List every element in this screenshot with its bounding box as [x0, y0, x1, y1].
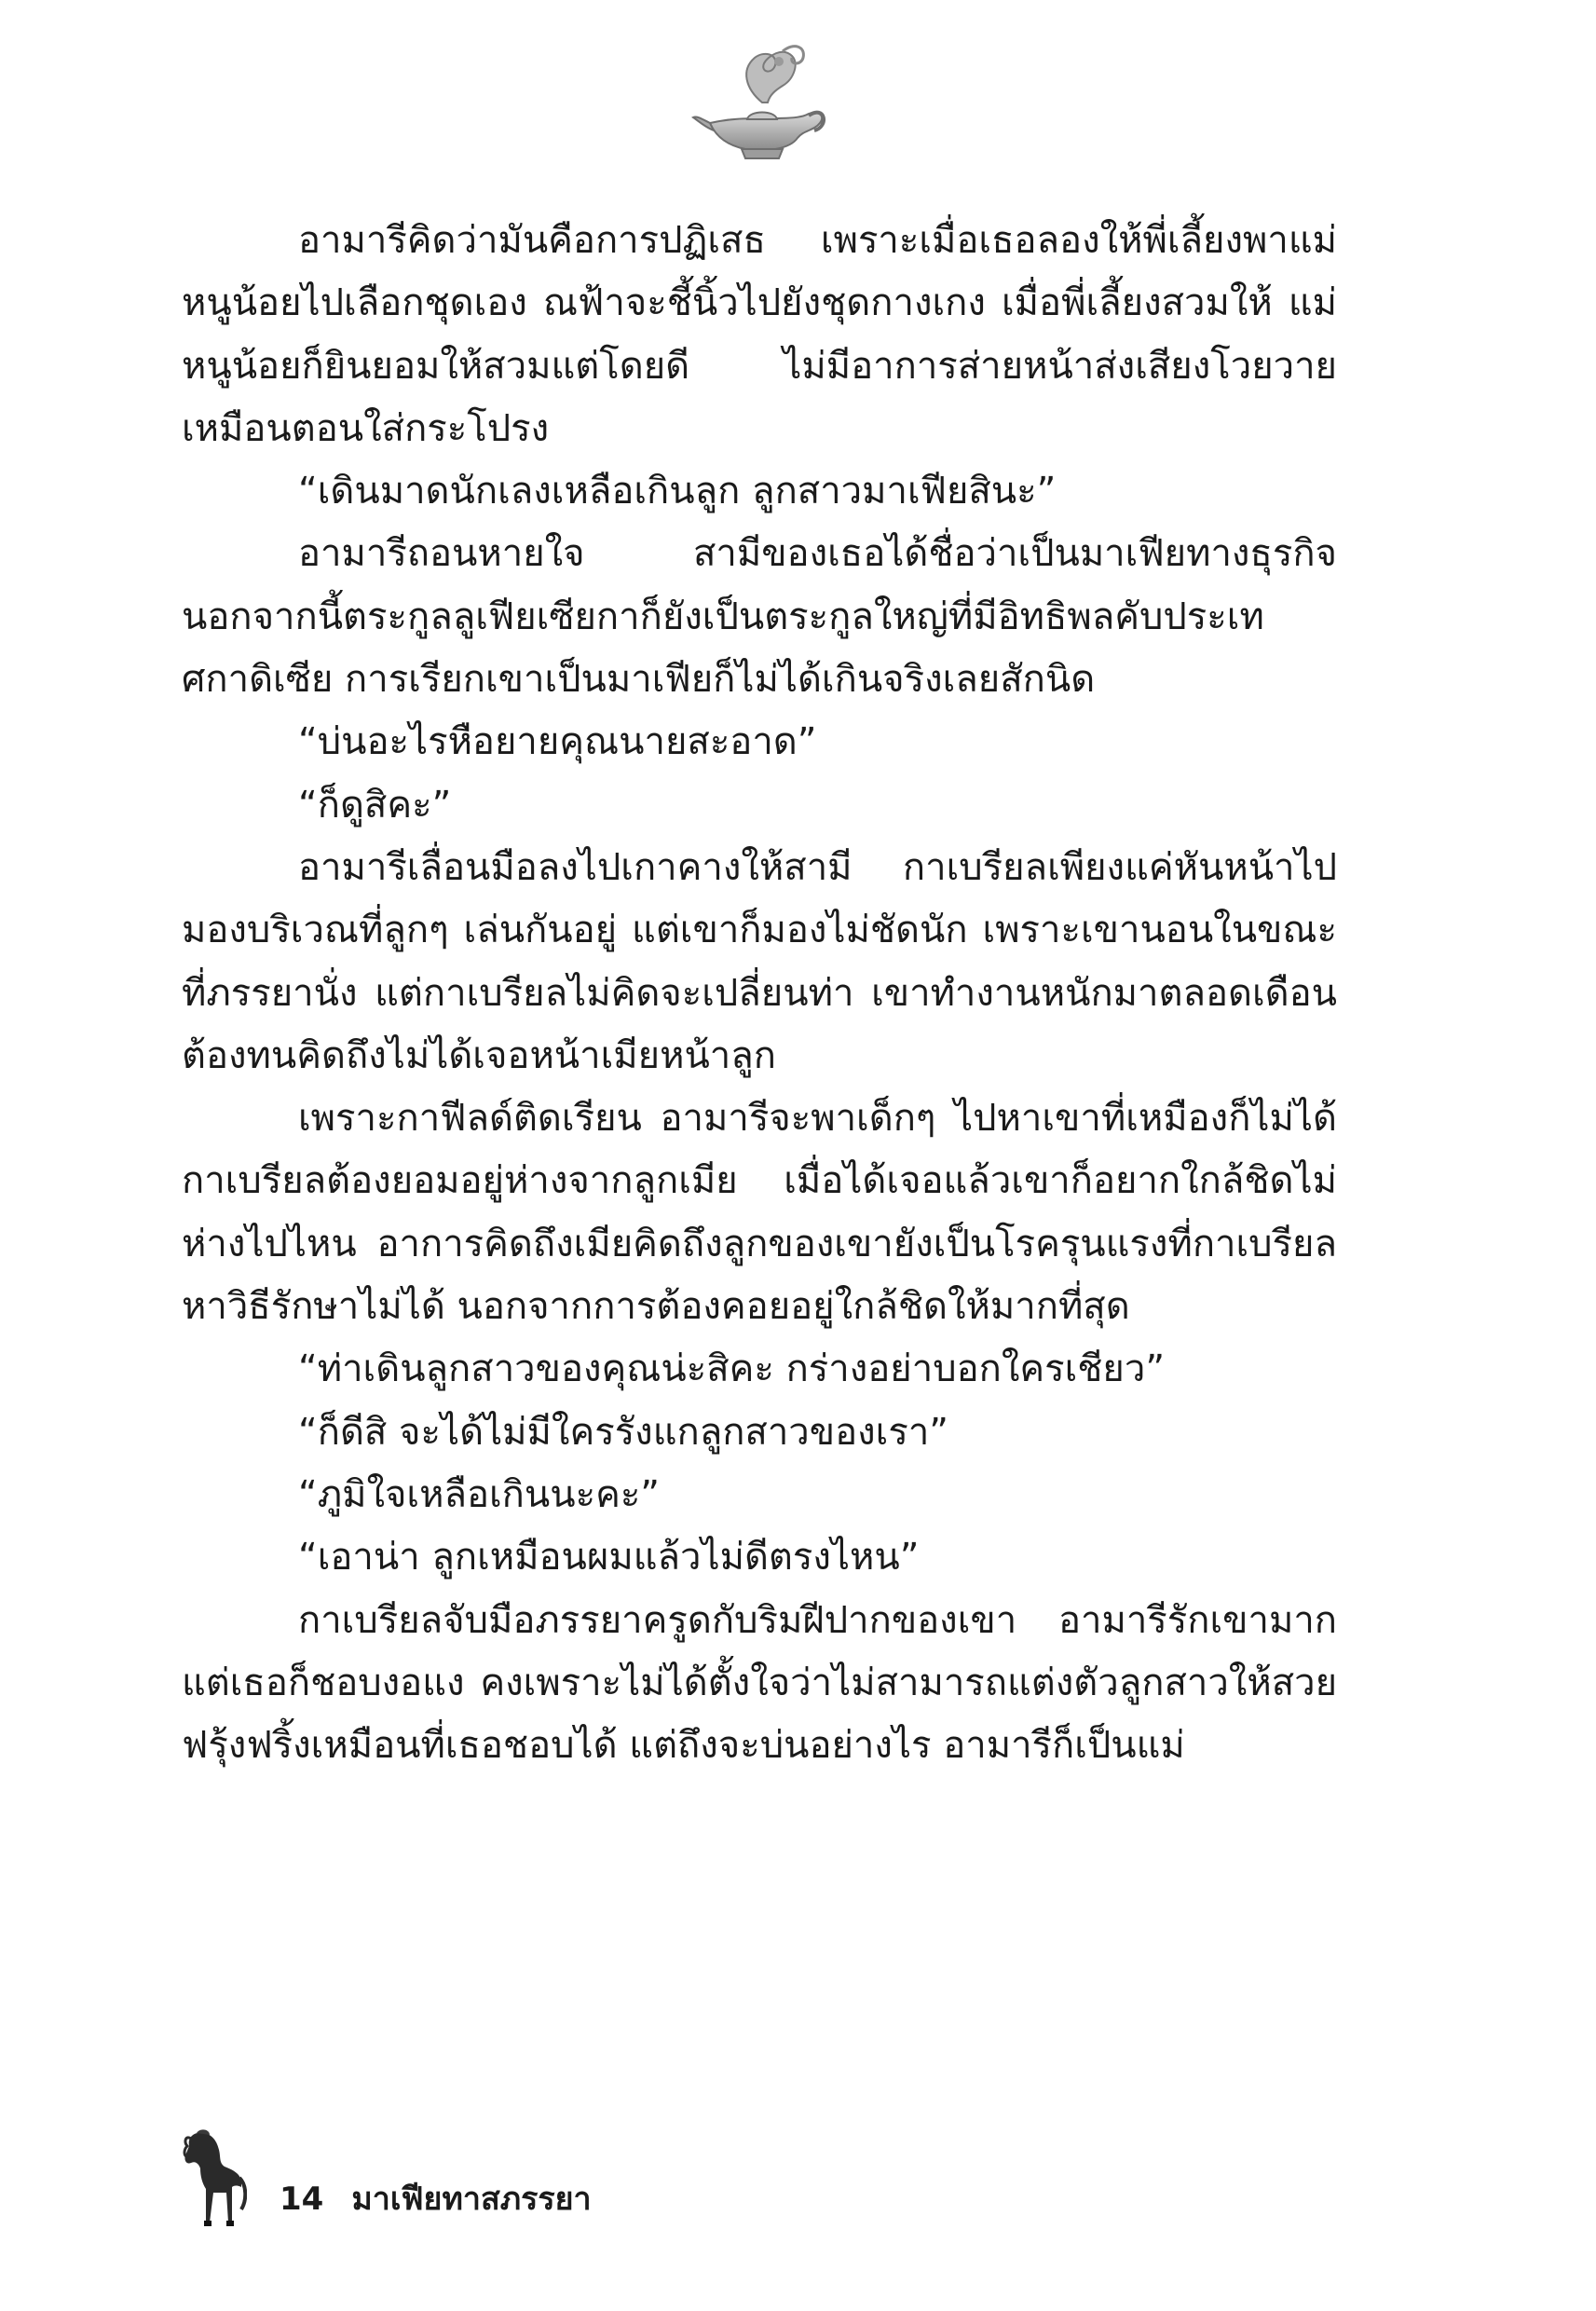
page-footer — [182, 2129, 592, 2232]
page-number: 14 — [280, 2181, 324, 2218]
paragraph: “ก็ดูสิคะ” — [298, 783, 452, 827]
paragraph: “เดินมาดนักเลงเหลือเกินลูก ลูกสาวมาเฟียสินะ” — [298, 470, 1057, 513]
paragraph: “ก็ดีสิ จะได้ไม่มีใครรังแกลูกสาวของเรา” — [298, 1410, 949, 1454]
paragraph: อามารีถอนหายใจ สามีของเธอได้ชื่อว่าเป็นมาเฟียทางธุรกิจนอกจากนี้ตระกูลลูเฟียเซียกาก็ยังเป็นตระกูลใหญ่ที่มีอิทธิพลคับประเทศกาดิเซีย การเรียกเขาเป็นมาเฟียก็ไม่ได้เกินจริงเลยสักนิด — [182, 532, 1337, 702]
paragraph: “ท่าเดินลูกสาวของคุณน่ะสิคะ กร่างอย่าบอกใครเชียว” — [298, 1347, 1166, 1391]
horse-icon — [182, 2129, 247, 2232]
paragraph: กาเบรียลจับมือภรรยาครูดกับริมฝีปากของเขา อามารีรักเขามากแต่เธอก็ชอบงอแง คงเพราะไม่ได้ตั้งใจว่าไม่สามารถแต่งตัวลูกสาวให้สวยฟรุ้งฟริ้งเหมือนที่เธอชอบได้ แต่ถึงจะบ่นอย่างไร อามารีก็เป็นแม่ — [182, 1598, 1337, 1768]
paragraph: เพราะกาฟีลด์ติดเรียน อามารีจะพาเด็กๆ ไปหาเขาที่เหมืองก็ไม่ได้ กาเบรียลต้องยอมอยู่ห่างจากลูกเมีย เมื่อได้เจอแล้วเขาก็อยากใกล้ชิดไม่ห่างไปไหน อาการคิดถึงเมียคิดถึงลูกของเขายังเป็นโรครุนแรงที่กาเบรียลหาวิธีรักษาไม่ได้ นอกจากการต้องคอยอยู่ใกล้ชิดให้มากที่สุด — [182, 1097, 1337, 1329]
paragraph: “บ่นอะไรหือยายคุณนายสะอาด” — [298, 720, 817, 764]
paragraph: อามารีคิดว่ามันคือการปฏิเสธ เพราะเมื่อเธอลองให้พี่เลี้ยงพาแม่หนูน้อยไปเลือกชุดเอง ณฟ้าจะชี้นิ้วไปยังชุดกางเกง เมื่อพี่เลี้ยงสวมให้ แม่หนูน้อยก็ยินยอมให้สวมแต่โดยดี ไม่มีอาการส่ายหน้าส่งเสียงโวยวายเหมือนตอนใส่กระโปรง — [182, 219, 1337, 450]
book-title: มาเฟียทาสภรรยา — [351, 2181, 592, 2218]
body-text — [182, 210, 1337, 1777]
paragraph: “เอาน่า ลูกเหมือนผมแล้วไม่ดีตรงไหน” — [298, 1536, 920, 1579]
paragraph: “ภูมิใจเหลือเกินนะคะ” — [298, 1472, 661, 1516]
paragraph: อามารีเลื่อนมือลงไปเกาคางให้สามี กาเบรียลเพียงแค่หันหน้าไปมองบริเวณที่ลูกๆ เล่นกันอยู่ แต่เขาก็มองไม่ชัดนัก เพราะเขานอนในขณะที่ภรรยานั่ง แต่กาเบรียลไม่คิดจะเปลี่ยนท่า เขาทำงานหนักมาตลอดเดือน ต้องทนคิดถึงไม่ได้เจอหน้าเมียหน้าลูก — [182, 845, 1337, 1077]
genie-lamp-icon — [689, 37, 829, 168]
